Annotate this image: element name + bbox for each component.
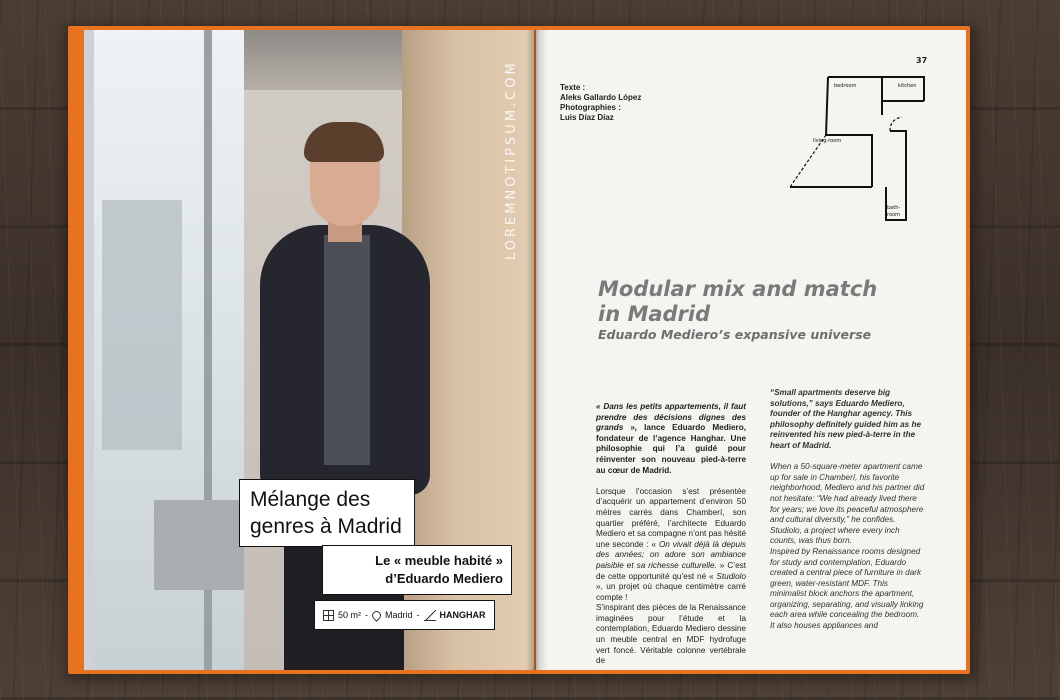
city-value: Madrid bbox=[385, 610, 413, 620]
english-paragraph-3: Inspired by Renaissance rooms designed for study and contemplation, Eduardo created a central piece of furniture in dark green, water-resistant MDF. This minimalist block anchors the apartment, organizing, separating, and visually linking each area while concealing the bedroom. It also houses appliances and bbox=[770, 546, 924, 631]
credits bbox=[560, 83, 641, 123]
french-paragraph-2 bbox=[596, 487, 746, 604]
french-p2-quote: On vivait déjà là depuis des années; on adore son ambiance paisible et sa richesse culturelle. bbox=[596, 539, 746, 570]
location-pin-icon bbox=[370, 609, 383, 622]
french-paragraph-3: S’inspirant des pièces de la Renaissance imaginées pour l’étude et la contemplation, Eduardo Mediero dessine un meuble central en MDF hydrofuge vert foncé. Véritable colonne vertébrale de bbox=[596, 603, 746, 666]
subheadline: Eduardo Mediero’s expansive universe bbox=[598, 327, 872, 342]
french-p2-studiolo: Studiolo bbox=[716, 571, 746, 581]
separator: - bbox=[365, 610, 369, 620]
english-paragraph-2: When a 50-square-meter apartment came up for sale in Chamberí, his favorite neighborhood, Mediero and his partner did not hesitate: “We had already lived there for years; we love its peaceful atmosphere and cultural diversity,” he confides. Studiolo, a project where every inch counts, was thus born. bbox=[770, 462, 925, 546]
subtitle-line-1: Le « meuble habité » bbox=[375, 553, 503, 568]
window-building bbox=[102, 200, 182, 450]
man-hair bbox=[304, 122, 384, 162]
living-room-label: living-room bbox=[813, 138, 842, 144]
bedroom-label: bedroom bbox=[834, 83, 857, 89]
right-page bbox=[536, 30, 966, 670]
floor-plan-diagram bbox=[786, 75, 936, 225]
info-box bbox=[314, 600, 495, 630]
floor-area-icon bbox=[323, 610, 334, 621]
man-shirt bbox=[324, 235, 370, 465]
kitchen-label: kitchen bbox=[898, 83, 917, 89]
title-line-2: genres à Madrid bbox=[250, 515, 402, 538]
text-credit-label: Texte : bbox=[560, 83, 586, 92]
architect-icon bbox=[424, 610, 436, 621]
headline-line-1: Modular mix and match bbox=[598, 277, 878, 301]
text-credit-author: Aleks Gallardo López bbox=[560, 93, 642, 102]
subtitle-box bbox=[322, 545, 512, 595]
english-column bbox=[770, 388, 926, 632]
vertical-site-url: LOREMNOTIPSUM.COM bbox=[504, 60, 519, 260]
headline bbox=[598, 277, 918, 327]
subtitle-line-2: d’Eduardo Mediero bbox=[385, 571, 503, 586]
french-lead bbox=[596, 402, 746, 476]
french-p2-a: Lorsque l’occasion s’est présentée d’acquérir un appartement d’environ 50 mètres carrés dans Chamberí, son quartier préféré, l’architecte Eduardo Mediero et sa compagne n’ont pas hésité une seconde : « bbox=[596, 486, 746, 549]
agency-value: HANGHAR bbox=[439, 610, 486, 620]
left-page bbox=[84, 30, 534, 670]
photo-credit-label: Photographies : bbox=[560, 103, 621, 112]
separator: - bbox=[416, 610, 420, 620]
french-lead-rest: lance Eduardo Mediero, fondateur de l’agence Hanghar. Une philosophie qui l’a guidé pour réinventer son nouveau pied-à-terre au cœur de Madrid. bbox=[596, 423, 746, 475]
book-gutter bbox=[526, 30, 548, 670]
area-value: 50 m² bbox=[338, 610, 362, 620]
french-p2-c: », un projet où chaque centimètre carré compte ! bbox=[596, 582, 746, 602]
photo-credit-author: Luis Díaz Díaz bbox=[560, 113, 614, 122]
french-lead-quote: « Dans les petits appartements, il faut prendre des décisions dignes des grands », bbox=[596, 402, 746, 433]
title-line-1: Mélange des bbox=[250, 488, 371, 511]
bathroom-label-2: room bbox=[887, 212, 900, 218]
headline-line-2: in Madrid bbox=[598, 302, 711, 326]
french-p2-b: » C’est de cette opportunité qu’est né « bbox=[596, 560, 747, 581]
french-column bbox=[596, 402, 746, 667]
title-box bbox=[239, 479, 415, 547]
bathroom-label-1: bath- bbox=[887, 205, 901, 211]
page-number: 37 bbox=[916, 56, 928, 65]
english-lead: “Small apartments deserve big solutions,” says Eduardo Mediero, founder of the Hanghar agency. This philosophy definitely guided him as he reinvented his new pied-à-terre in the heart of Madrid. bbox=[770, 388, 922, 450]
